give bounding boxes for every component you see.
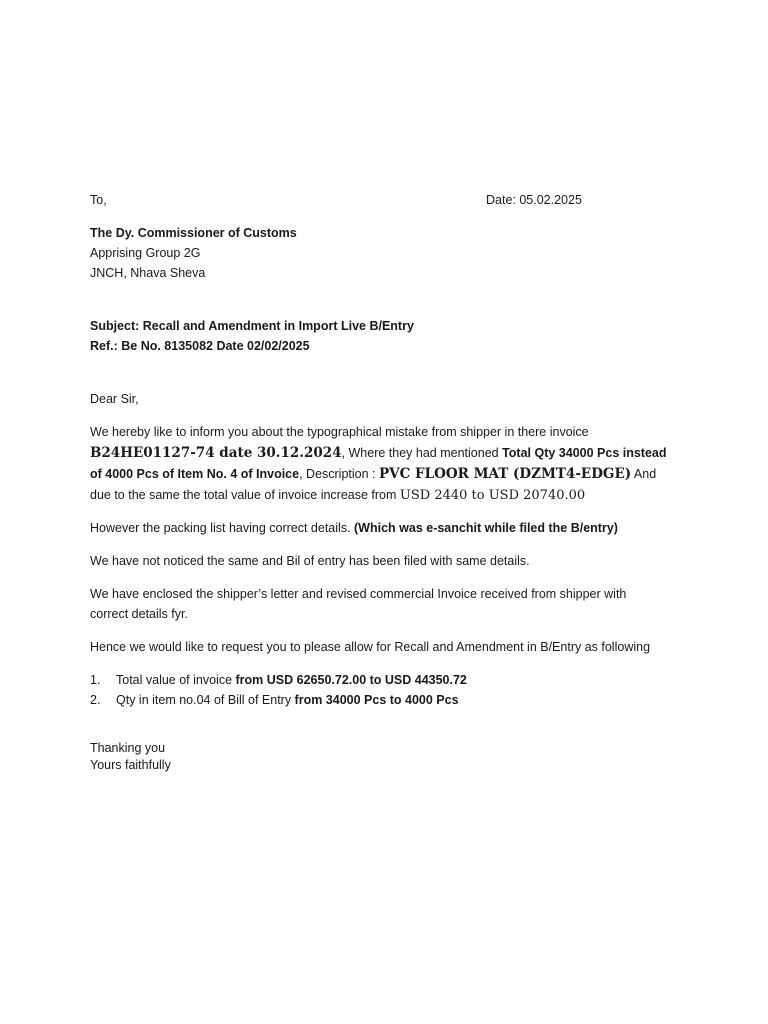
p2-note: (Which was e-sanchit while filed the B/entry): [354, 521, 618, 535]
list-number: 2.: [90, 693, 101, 707]
product-description: PVC FLOOR MAT (DZMT4-EDGE): [378, 466, 632, 482]
p2-text-1: However the packing list having correct details.: [90, 521, 355, 535]
p1-text-5: , Description :: [299, 467, 379, 481]
subject-line: Subject: Recall and Amendment in Import Live B/Entry: [90, 319, 414, 333]
paragraph-invoice-mistake: [90, 422, 680, 506]
recipient-title: The Dy. Commissioner of Customs: [90, 226, 297, 240]
letter-date: Date: 05.02.2025: [486, 193, 582, 207]
paragraph-request: Hence we would like to request you to please allow for Recall and Amendment in B/Entry as following: [90, 640, 651, 654]
list-text: Qty in item no.04 of Bill of Entry: [116, 693, 295, 707]
list-bold: from USD 62650.72.00 to USD 44350.72: [235, 673, 467, 687]
paragraph-not-noticed: We have not noticed the same and Bil of entry has been filed with same details.: [90, 554, 530, 568]
p1-text-7: And due to the same the total value of invoice increase from: [90, 467, 657, 502]
paragraph-packing-list: [90, 518, 680, 538]
salutation: Dear Sir,: [90, 392, 139, 406]
paragraph-enclosed: We have enclosed the shipper’s letter and revised commercial Invoice received from shipper with correct details fyr.: [90, 587, 627, 621]
list-text: Total value of invoice: [116, 673, 236, 687]
value-change: USD 2440 to USD 20740.00: [399, 488, 586, 503]
p1-text-3: , Where they had mentioned: [341, 446, 503, 460]
p1-text-1: We hereby like to inform you about the typographical mistake from shipper in there invoice: [90, 425, 589, 439]
closing-signoff: Yours faithfully: [90, 758, 171, 772]
to-label: To,: [90, 193, 107, 207]
list-bold: from 34000 Pcs to 4000 Pcs: [294, 693, 459, 707]
recipient-location: JNCH, Nhava Sheva: [90, 266, 206, 280]
qty-mistake: Total Qty 34000 Pcs instead of 4000 Pcs of Item No. 4 of Invoice: [90, 446, 667, 481]
recipient-group: Apprising Group 2G: [90, 246, 201, 260]
list-number: 1.: [90, 673, 101, 687]
list-item: [90, 690, 680, 710]
closing-thanks: Thanking you: [90, 741, 166, 755]
invoice-number: B24HE01127-74 date 30.12.2024: [90, 445, 342, 461]
reference-line: Ref.: Be No. 8135082 Date 02/02/2025: [90, 339, 310, 353]
list-item: [90, 670, 680, 690]
